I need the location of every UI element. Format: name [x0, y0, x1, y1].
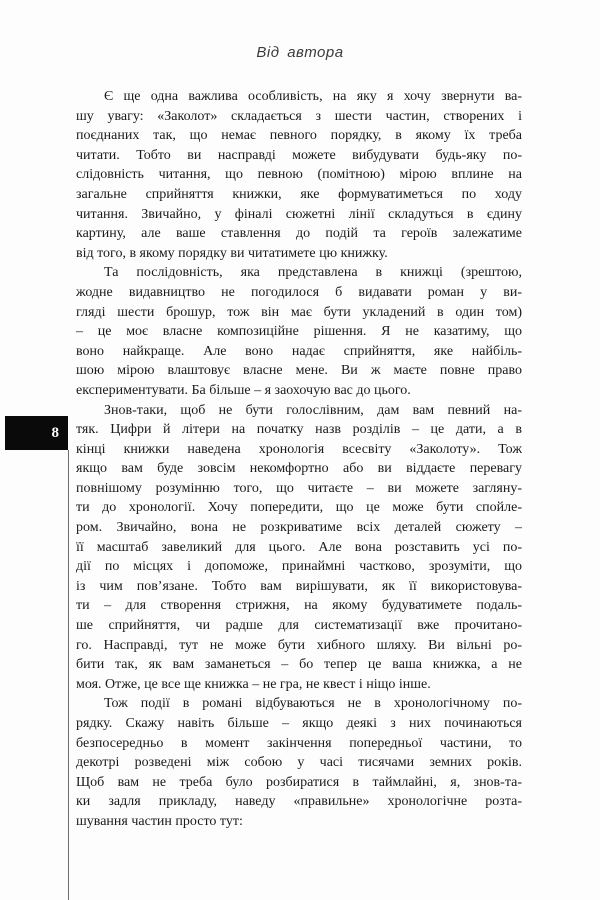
- running-head: Від автора: [256, 44, 344, 61]
- text-line: ром. Звичайно, вона не розкриватиме всіх деталей сюжету –: [76, 520, 522, 536]
- text-line: картину, але ваше ставлення до подій та героїв залежатиме: [76, 226, 522, 242]
- text-line: слідовність читання, що певною (помітною) мірою вплине на: [76, 167, 522, 183]
- text-line: гляді шести брошур, тож він має бути укладений в один том): [76, 304, 522, 320]
- text-line: із чим пов’язане. Тобто вам вирішувати, як її використовува-: [76, 578, 522, 594]
- text-line: рядку. Скажу навіть більше – якщо деякі з них починаються: [76, 716, 522, 731]
- page-number: 8: [51, 424, 59, 441]
- text-line: читати. Тобто ви насправді можете вибудувати будь-яку по-: [76, 147, 522, 163]
- text-line: загальне сприйняття книжки, яке формуватиметься по ходу: [76, 186, 522, 202]
- text-line: шою мірою влаштовує власне мене. Ви ж маєте повне право: [76, 363, 522, 379]
- margin-rule: [68, 450, 69, 900]
- text-line: ти до хронології. Хочу попередити, що це може бути спойле-: [76, 500, 522, 516]
- text-line: шу увагу: «Заколот» складається з шести частин, створених і: [76, 108, 522, 124]
- text-line: кінці книжки наведена хронологія всесвіту «Заколоту». Тож: [76, 441, 522, 457]
- text-line: поєднаних так, що немає певного порядку, в якому їх треба: [76, 128, 522, 144]
- text-line: жодне видавництво не погодилося б видавати роман у ви-: [76, 284, 522, 300]
- text-line: ше сприйняття, чи радше для систематизації вже прочитано-: [76, 618, 522, 634]
- text-line: її масштаб завеликий для цього. Але вона розставить усі по-: [76, 539, 522, 555]
- text-line: повнішому розумінню того, що читаєте – ви можете загляну-: [76, 480, 522, 496]
- text-line: Знов-таки, щоб не бути голослівним, дам вам певний на-: [104, 402, 522, 418]
- text-line: Є ще одна важлива особливість, на яку я хочу звернути ва-: [104, 89, 522, 104]
- text-line: декотрі розведені між собою у часі тисячами земних років.: [76, 755, 522, 771]
- text-line: бити так, як вам заманеться – бо тепер це ваша книжка, а не: [76, 657, 522, 673]
- text-line: – це моє власне композиційне рішення. Я не казатиму, що: [76, 324, 522, 340]
- text-line: Щоб вам не треба було розбиратися в таймлайні, я, знов-та-: [76, 774, 522, 790]
- text-line: го. Насправді, тут не може бути хибного шляху. Ви вільні ро-: [76, 637, 522, 653]
- page-number-box: [5, 416, 68, 450]
- text-line: читання. Звичайно, у фіналі сюжетні лінії складуться в єдину: [76, 206, 522, 222]
- text-line: ки задля прикладу, наведу «правильне» хронологічне розта-: [76, 794, 522, 810]
- text-line: Та послідовність, яка представлена в книжці (зрештою,: [104, 265, 522, 281]
- text-line: експериментувати. Ба більше – я заохочую вас до цього.: [76, 382, 411, 398]
- text-line: дії по місцях і допоможе, принаймні частково, зрозуміти, що: [76, 559, 522, 575]
- text-line: моя. Отже, це все ще книжка – не гра, не квест і ніщо інше.: [76, 676, 431, 692]
- text-line: ти – для створення стрижня, на якому будуватимете подаль-: [76, 598, 522, 614]
- text-line: тяк. Цифри й літери на початку назв розділів – це дати, а в: [76, 422, 522, 438]
- text-line: Тож події в романі відбуваються не в хронологічному по-: [104, 696, 522, 712]
- text-block: [76, 87, 522, 832]
- text-line: безпосередньо в момент закінчення попередньої частини, то: [76, 735, 522, 751]
- text-line: воно найкраще. Але воно надає сприйняття, яке найбіль-: [76, 343, 522, 359]
- text-line: шування частин просто тут:: [76, 813, 243, 829]
- text-line: від того, в якому порядку ви читатимете цю книжку.: [76, 245, 388, 261]
- text-line: якщо вам буде зовсім некомфортно або ви віддаєте перевагу: [76, 461, 522, 477]
